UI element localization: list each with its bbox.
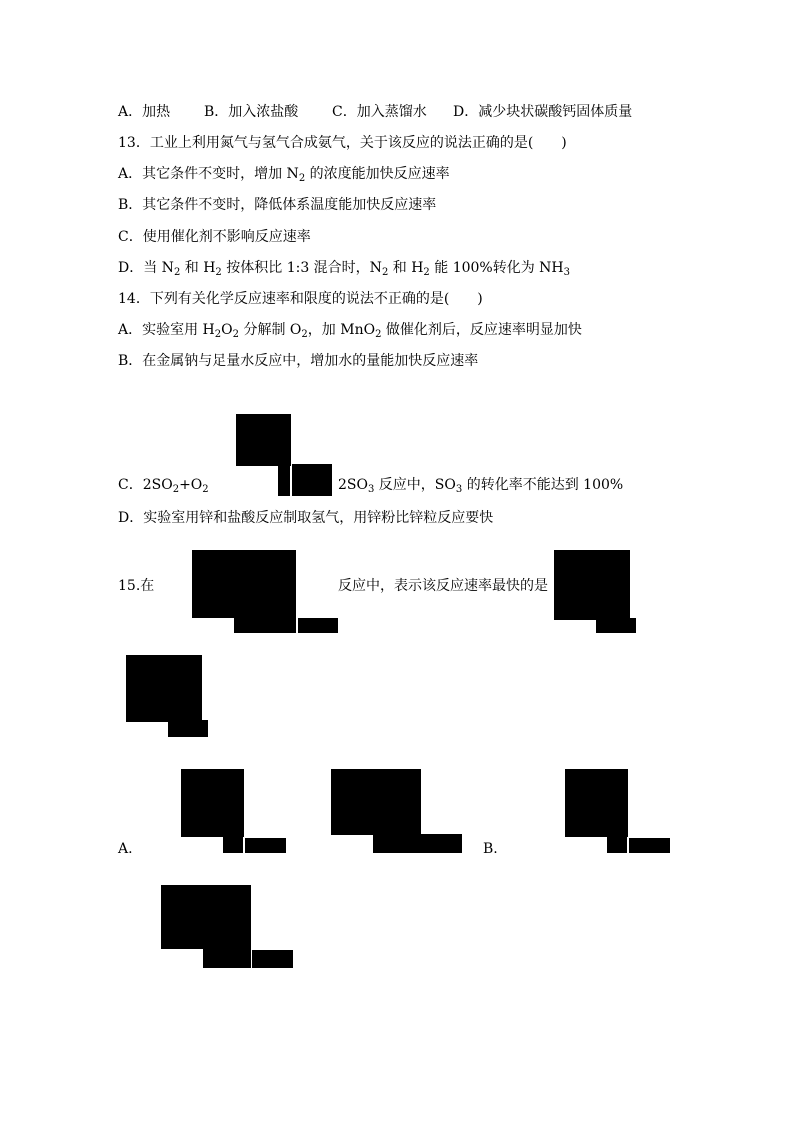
q12-option-b: B．加入浓盐酸 [204, 104, 299, 120]
redacted-bottom-image-tail-b [252, 950, 293, 968]
redacted-stem-image-end-tail [596, 618, 636, 633]
redacted-bottom-image-tail-a [203, 947, 251, 968]
q14-stem: 14．下列有关化学反应速率和限度的说法不正确的是( ) [118, 291, 483, 307]
redacted-option-a-image-2 [331, 769, 421, 835]
q13-option-d: D．当 $N_2$ 和 $H_2$ 按体积比 1:3 混合时，$N_2$ 和 $H_2$ 能 100%转化为 $NH_3$ [118, 260, 571, 278]
q15-stem-pre: 15.在 [118, 578, 155, 594]
redacted-reaction-image-main [192, 550, 296, 618]
redacted-reaction-image-tail-2 [298, 618, 338, 633]
redacted-option-b-image [565, 769, 628, 837]
q12-option-a: A．加热 [118, 104, 171, 120]
redacted-option-a-image-2-tail-b [421, 834, 462, 853]
redacted-bottom-image [161, 885, 251, 949]
q12-option-d: D．减少块状碳酸钙固体质量 [453, 104, 633, 120]
redacted-reaction-image-tail-1 [234, 616, 296, 633]
redacted-option-a-image-1-tail-b [245, 838, 286, 853]
q15-option-a-label: A. [118, 841, 133, 857]
q13-option-b: B．其它条件不变时，降低体系温度能加快反应速率 [118, 197, 437, 213]
q13-option-c: C．使用催化剂不影响反应速率 [118, 229, 311, 245]
redacted-option-a-image-1-tail-a [223, 836, 243, 853]
redacted-option-b-image-tail-b [629, 838, 670, 853]
q13-stem: 13．工业上利用氮气与氢气合成氨气，关于该反应的说法正确的是( ) [118, 135, 567, 151]
redacted-image-left [126, 655, 202, 722]
q14-option-c-right: $2SO_3$ 反应中，$SO_3$ 的转化率不能达到 100% [338, 477, 624, 495]
redacted-equation-block-bottom-left [278, 464, 290, 496]
q14-option-b: B．在金属钠与足量水反应中，增加水的量能加快反应速率 [118, 353, 479, 369]
q12-option-c: C．加入蒸馏水 [332, 104, 427, 120]
q12-options [118, 103, 632, 121]
redacted-option-a-image-1 [181, 769, 244, 837]
q14-option-d: D．实验室用锌和盐酸反应制取氢气，用锌粉比锌粒反应要快 [118, 510, 494, 526]
q13-option-a: A．其它条件不变时，增加 $N_2$ 的浓度能加快反应速率 [118, 166, 450, 184]
redacted-option-b-image-tail-a [607, 836, 627, 853]
q14-option-a: A．实验室用 $H_2O_2$ 分解制 $O_2$，加 MnO$_2$ 做催化剂后，反应速率明显加快 [118, 322, 582, 340]
q14-option-c-left: C．$2SO_2+O_2$ [118, 477, 209, 495]
redacted-option-a-image-2-tail-a [373, 832, 421, 853]
q15-option-b-label: B. [483, 841, 498, 857]
redacted-equation-block-top [236, 414, 291, 466]
redacted-image-left-tail [168, 720, 208, 737]
q15-stem-post: 反应中，表示该反应速率最快的是 [338, 578, 548, 594]
redacted-stem-image-end [554, 550, 630, 620]
redacted-equation-block-bottom-right [292, 464, 332, 496]
